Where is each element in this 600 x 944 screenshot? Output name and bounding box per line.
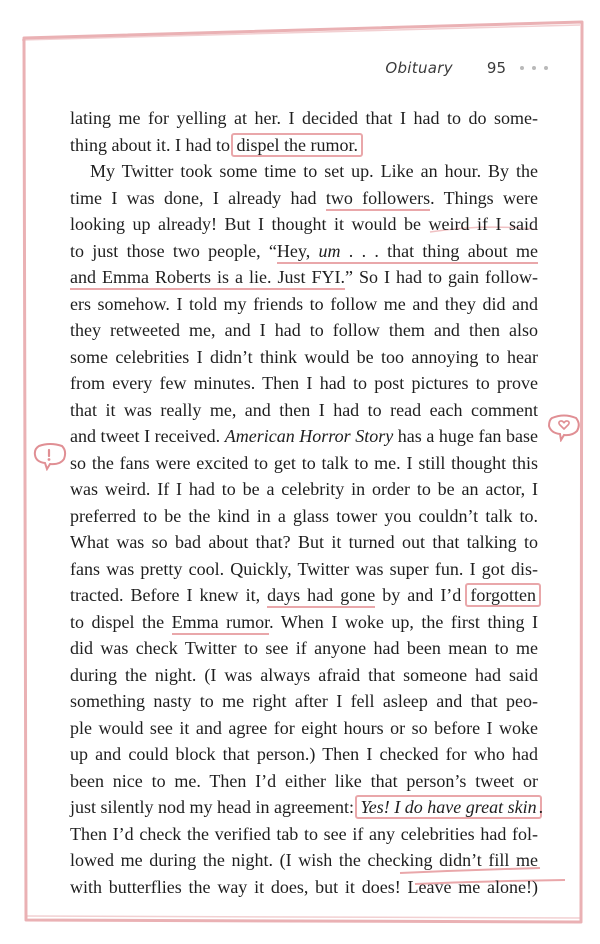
text-run: by and I’d <box>375 585 469 605</box>
highlight-box: forgotten <box>465 583 541 607</box>
exclamation-speech-bubble-icon <box>33 443 67 471</box>
dot <box>532 66 536 70</box>
text-run: up and could block that person.) Then I checked for who had <box>70 744 538 764</box>
text-line <box>70 423 538 450</box>
text-run: ) <box>532 876 538 897</box>
text-run: tracted. Before I knew it, <box>70 585 268 605</box>
text-line <box>70 582 538 609</box>
text-run: did was check Twitter to see if anyone had been mean to me <box>70 638 538 658</box>
text-run: preferred to be the kind in a glass tower you couldn’t talk to. <box>70 505 538 526</box>
text-line <box>70 715 538 742</box>
italic-run: um <box>318 240 341 261</box>
highlight-underline <box>277 241 538 264</box>
text-line <box>70 211 538 238</box>
highlight-underline: days had gone <box>267 585 375 608</box>
text-line <box>70 847 538 874</box>
text-line <box>70 291 538 318</box>
text-line <box>70 768 538 795</box>
text-run: . <box>538 797 544 817</box>
text-run: with butterflies the way it does, but it does! <box>70 876 408 897</box>
text-run: . Things were <box>430 187 538 208</box>
text-line <box>70 662 538 689</box>
text-run: was weird. If I had to be a celebrity in order to be an actor, I <box>70 479 538 499</box>
italic-run: American Horror Story <box>224 426 394 446</box>
text-line <box>70 794 544 821</box>
text-line <box>70 317 538 344</box>
text-line <box>70 132 538 159</box>
page-number: 95 <box>486 59 506 77</box>
text-run: Hey, <box>276 240 319 261</box>
text-run: . . . that thing about me <box>340 240 538 261</box>
highlight-underline: and Emma Roberts is a lie. Just FYI. <box>70 267 345 290</box>
text-run: ple would see it and agree for eight hours or so before I woke <box>70 717 538 738</box>
text-run: looking up already! But I thought it would be weird if I said <box>70 214 538 234</box>
dot <box>544 66 548 70</box>
text-run: thing about it. I had to <box>70 134 235 155</box>
header-dots <box>520 66 548 70</box>
text-run: and tweet I received. <box>70 426 225 446</box>
body-text <box>70 105 544 900</box>
text-line <box>70 609 538 636</box>
text-run: time I was done, I already had <box>70 187 326 208</box>
text-run: they retweeted me, and I had to follow them and then also <box>70 320 538 340</box>
text-line <box>70 264 538 291</box>
text-run: has a huge fan base <box>393 426 538 446</box>
text-run: during the night. (I was always afraid that someone had said <box>70 664 538 685</box>
text-line <box>70 529 538 556</box>
text-run: Then I’d check the verified tab to see if any celebrities had fol- <box>70 823 538 844</box>
text-run: ers somehow. I told my friends to follow me and they did and <box>70 293 538 314</box>
text-run: that it was really me, and then I had to read each comment <box>70 399 538 420</box>
text-run: some celebrities I didn’t think would be too annoying to hear <box>70 346 538 367</box>
text-line <box>70 105 538 132</box>
text-run: ” So I had to gain follow- <box>345 267 538 287</box>
text-run: lowed me during the night. (I wish the checking didn’t fill me <box>70 850 538 870</box>
text-run: from every few minutes. Then I had to post pictures to prove <box>70 373 538 393</box>
text-run: fans was pretty cool. Quickly, Twitter was super fun. I got dis- <box>70 558 538 579</box>
heart-speech-bubble-icon <box>547 414 581 442</box>
text-run: lating me for yelling at her. I decided that I had to do some- <box>70 108 538 128</box>
text-run: to just those two people, “ <box>70 240 277 261</box>
chapter-title: Obituary <box>385 59 453 77</box>
text-run: . When I woke up, the first thing I <box>269 611 538 632</box>
highlight-underline: Emma rumor <box>172 612 270 635</box>
highlight-underline: two followers <box>326 188 430 211</box>
dot <box>520 66 524 70</box>
text-line <box>70 635 538 662</box>
text-line <box>70 397 538 424</box>
text-line <box>70 874 538 901</box>
running-header <box>385 59 548 77</box>
highlight-box: dispel the rumor. <box>231 133 362 157</box>
text-line <box>70 185 538 212</box>
text-run: What was so bad about that? But it turned out that talking to <box>70 532 538 552</box>
text-line <box>70 238 538 265</box>
text-run: My Twitter took some time to set up. Like an hour. By the <box>90 161 538 181</box>
text-run: Leave me alone! <box>407 876 532 897</box>
highlight-box: Yes! I do have great skin <box>355 795 541 819</box>
text-run: just silently nod my head in agreement: <box>70 797 359 817</box>
text-line <box>70 503 538 530</box>
text-run: been nice to me. Then I’d either like that person’s tweet or <box>70 770 538 791</box>
text-run: to dispel the <box>70 611 172 632</box>
text-line <box>70 741 538 768</box>
text-line <box>70 476 538 503</box>
text-line <box>70 370 538 397</box>
text-line <box>70 556 538 583</box>
text-line <box>70 821 538 848</box>
text-run: something nasty to me right after I fell asleep and that peo- <box>70 691 538 711</box>
text-line <box>70 344 538 371</box>
text-run: so the fans were excited to get to talk to me. I still thought this <box>70 452 538 473</box>
text-line <box>70 158 538 185</box>
text-line <box>70 450 538 477</box>
text-line <box>70 688 538 715</box>
